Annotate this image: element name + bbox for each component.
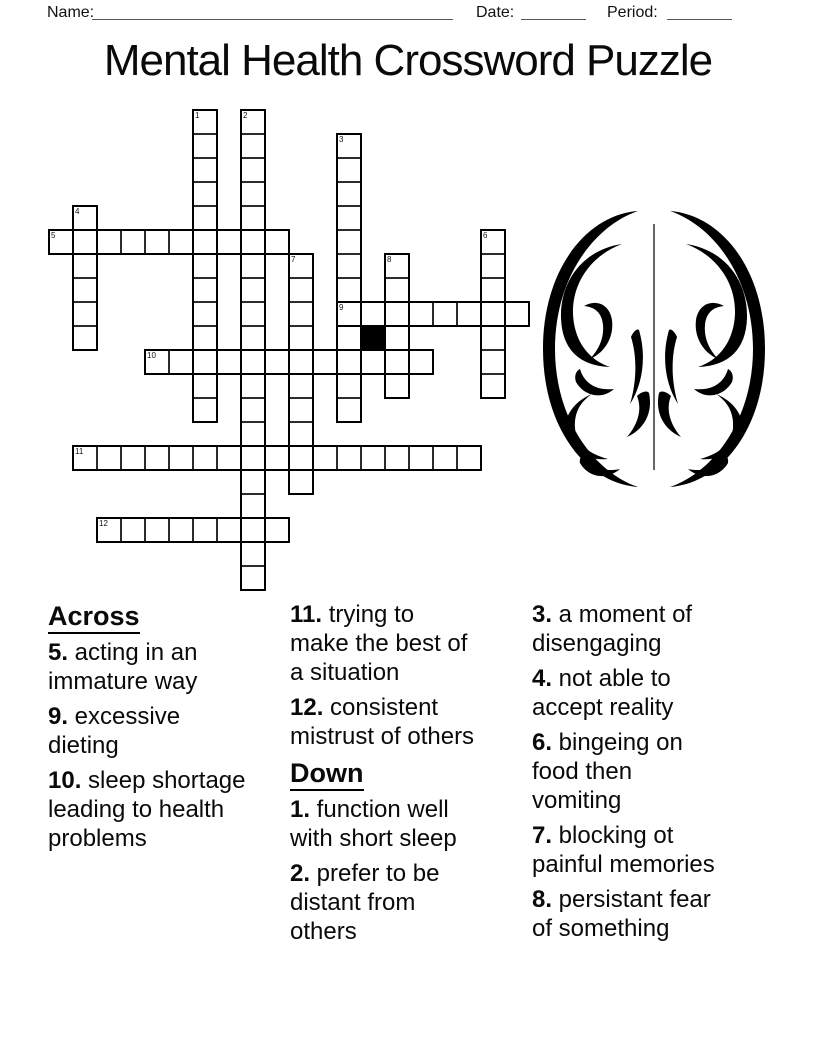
grid-cell[interactable] [288, 349, 314, 375]
grid-cell[interactable] [384, 277, 410, 303]
cell-number: 9 [339, 303, 344, 312]
grid-cell[interactable] [336, 157, 362, 183]
grid-cell[interactable] [480, 373, 506, 399]
grid-cell[interactable] [192, 253, 218, 279]
grid-cell[interactable] [432, 301, 458, 327]
grid-cell[interactable] [264, 349, 290, 375]
grid-cell[interactable] [192, 157, 218, 183]
grid-cell[interactable] [264, 229, 290, 255]
grid-cell[interactable] [336, 301, 362, 327]
across-heading: Across [48, 600, 248, 632]
grid-cell[interactable] [480, 325, 506, 351]
clue-across-12: 12. consistent mistrust of others [290, 694, 475, 750]
grid-cell[interactable] [192, 397, 218, 423]
grid-cell[interactable] [336, 229, 362, 255]
date-blank-line[interactable] [521, 1, 586, 20]
grid-cell[interactable] [336, 373, 362, 399]
grid-cell[interactable] [192, 277, 218, 303]
grid-cell[interactable] [168, 229, 194, 255]
grid-cell[interactable] [240, 301, 266, 327]
cell-number: 10 [147, 351, 156, 360]
grid-cell[interactable] [336, 325, 362, 351]
grid-cell[interactable] [240, 373, 266, 399]
grid-cell[interactable] [480, 229, 506, 255]
clue-across-11: 11. trying to make the best of a situation [290, 601, 468, 686]
grid-cell[interactable] [384, 253, 410, 279]
grid-cell[interactable] [264, 517, 290, 543]
page-title: Mental Health Crossword Puzzle [103, 36, 713, 85]
grid-cell[interactable] [336, 397, 362, 423]
clue-down-2: 2. prefer to be distant from others [290, 860, 440, 945]
cell-number: 2 [243, 111, 248, 120]
clues-column-1 [48, 600, 248, 859]
grid-cell[interactable] [168, 349, 194, 375]
crossword-grid [48, 109, 532, 593]
grid-cell[interactable] [312, 445, 338, 471]
grid-cell[interactable] [216, 229, 242, 255]
period-blank-line[interactable] [667, 1, 732, 20]
grid-cell[interactable] [96, 445, 122, 471]
grid-cell[interactable] [72, 445, 98, 471]
grid-cell[interactable] [288, 445, 314, 471]
grid-cell[interactable] [72, 277, 98, 303]
grid-cell[interactable] [288, 301, 314, 327]
grid-cell[interactable] [192, 229, 218, 255]
clue-across-10: 10. sleep shortage leading to health problems [48, 767, 246, 852]
grid-cell[interactable] [456, 445, 482, 471]
grid-cell[interactable] [384, 349, 410, 375]
clue-across-5: 5. acting in an immature way [48, 639, 198, 695]
grid-cell[interactable] [240, 157, 266, 183]
grid-cell[interactable] [72, 205, 98, 231]
grid-cell[interactable] [288, 253, 314, 279]
grid-cell[interactable] [72, 253, 98, 279]
grid-cell[interactable] [264, 445, 290, 471]
clues-column-2 [290, 600, 477, 952]
grid-cell[interactable] [192, 325, 218, 351]
grid-cell[interactable] [336, 445, 362, 471]
grid-cell[interactable] [480, 349, 506, 375]
grid-cell[interactable] [288, 421, 314, 447]
grid-cell[interactable] [216, 517, 242, 543]
grid-cell[interactable] [384, 373, 410, 399]
grid-cell[interactable] [240, 133, 266, 159]
grid-cell[interactable] [144, 445, 170, 471]
grid-cell[interactable] [240, 541, 266, 567]
clue-down-6: 6. bingeing on food then vomiting [532, 729, 683, 814]
grid-cell[interactable] [240, 517, 266, 543]
grid-cell[interactable] [192, 349, 218, 375]
grid-cell[interactable] [192, 205, 218, 231]
grid-cell[interactable] [288, 469, 314, 495]
clue-down-7: 7. blocking ot painful memories [532, 822, 715, 878]
grid-cell[interactable] [384, 445, 410, 471]
grid-cell[interactable] [336, 253, 362, 279]
grid-cell[interactable] [96, 229, 122, 255]
clue-down-4: 4. not able to accept reality [532, 665, 674, 721]
grid-cell[interactable] [192, 517, 218, 543]
brain-midline [653, 224, 654, 470]
grid-cell[interactable] [120, 229, 146, 255]
grid-cell[interactable] [480, 301, 506, 327]
grid-cell[interactable] [240, 109, 266, 135]
grid-cell[interactable] [216, 445, 242, 471]
grid-cell[interactable] [144, 349, 170, 375]
name-blank-line[interactable] [92, 1, 453, 20]
period-label: Period: [607, 4, 658, 21]
grid-cell[interactable] [408, 445, 434, 471]
cell-number: 11 [75, 447, 84, 456]
grid-cell[interactable] [48, 229, 74, 255]
brain-image [534, 206, 774, 492]
grid-cell[interactable] [240, 565, 266, 591]
grid-cell[interactable] [312, 349, 338, 375]
grid-cell[interactable] [240, 421, 266, 447]
date-label: Date: [476, 4, 515, 21]
grid-cell[interactable] [360, 445, 386, 471]
grid-cell[interactable] [240, 397, 266, 423]
grid-cell[interactable] [408, 301, 434, 327]
grid-cell[interactable] [288, 277, 314, 303]
grid-cell[interactable] [72, 301, 98, 327]
grid-cell[interactable] [360, 349, 386, 375]
grid-cell[interactable] [168, 517, 194, 543]
grid-cell[interactable] [192, 133, 218, 159]
grid-cell[interactable] [96, 517, 122, 543]
cell-number: 12 [99, 519, 108, 528]
name-label: Name: [47, 4, 95, 21]
grid-cell[interactable] [72, 229, 98, 255]
grid-cell[interactable] [240, 493, 266, 519]
grid-cell[interactable] [288, 397, 314, 423]
clue-down-3: 3. a moment of disengaging [532, 601, 693, 657]
grid-cell[interactable] [432, 445, 458, 471]
grid-cell[interactable] [456, 301, 482, 327]
grid-cell[interactable] [240, 181, 266, 207]
grid-cell[interactable] [192, 445, 218, 471]
grid-cell[interactable] [192, 301, 218, 327]
cell-number: 5 [51, 231, 56, 240]
grid-cell[interactable] [336, 181, 362, 207]
cell-number: 4 [75, 207, 80, 216]
grid-cell[interactable] [240, 253, 266, 279]
grid-cell[interactable] [240, 445, 266, 471]
grid-cell[interactable] [336, 349, 362, 375]
cell-number: 1 [195, 111, 200, 120]
grid-cell[interactable] [504, 301, 530, 327]
grid-cell[interactable] [144, 229, 170, 255]
grid-cell[interactable] [120, 517, 146, 543]
grid-cell[interactable] [480, 277, 506, 303]
grid-cell[interactable] [240, 277, 266, 303]
cell-number: 3 [339, 135, 344, 144]
clue-across-9: 9. excessive dieting [48, 703, 181, 759]
grid-cell[interactable] [216, 349, 242, 375]
grid-cell[interactable] [240, 325, 266, 351]
grid-cell[interactable] [384, 301, 410, 327]
grid-cell[interactable] [240, 469, 266, 495]
grid-cell[interactable] [336, 277, 362, 303]
grid-cell[interactable] [240, 349, 266, 375]
cell-number: 7 [291, 255, 296, 264]
down-heading: Down [290, 757, 477, 789]
grid-cell[interactable] [336, 205, 362, 231]
clues-column-3 [532, 600, 722, 949]
grid-cell[interactable] [408, 349, 434, 375]
grid-cell[interactable] [192, 181, 218, 207]
grid-cell[interactable] [240, 205, 266, 231]
clue-down-8: 8. persistant fear of something [532, 886, 711, 942]
grid-cell[interactable] [168, 445, 194, 471]
cell-number: 6 [483, 231, 488, 240]
black-cell [360, 325, 386, 351]
grid-cell[interactable] [120, 445, 146, 471]
grid-cell[interactable] [192, 373, 218, 399]
grid-cell[interactable] [288, 325, 314, 351]
grid-cell[interactable] [384, 325, 410, 351]
grid-cell[interactable] [336, 133, 362, 159]
grid-cell[interactable] [240, 229, 266, 255]
clue-down-1: 1. function well with short sleep [290, 796, 457, 852]
grid-cell[interactable] [144, 517, 170, 543]
grid-cell[interactable] [360, 301, 386, 327]
grid-cell[interactable] [192, 109, 218, 135]
grid-cell[interactable] [72, 325, 98, 351]
cell-number: 8 [387, 255, 392, 264]
grid-cell[interactable] [288, 373, 314, 399]
grid-cell[interactable] [480, 253, 506, 279]
